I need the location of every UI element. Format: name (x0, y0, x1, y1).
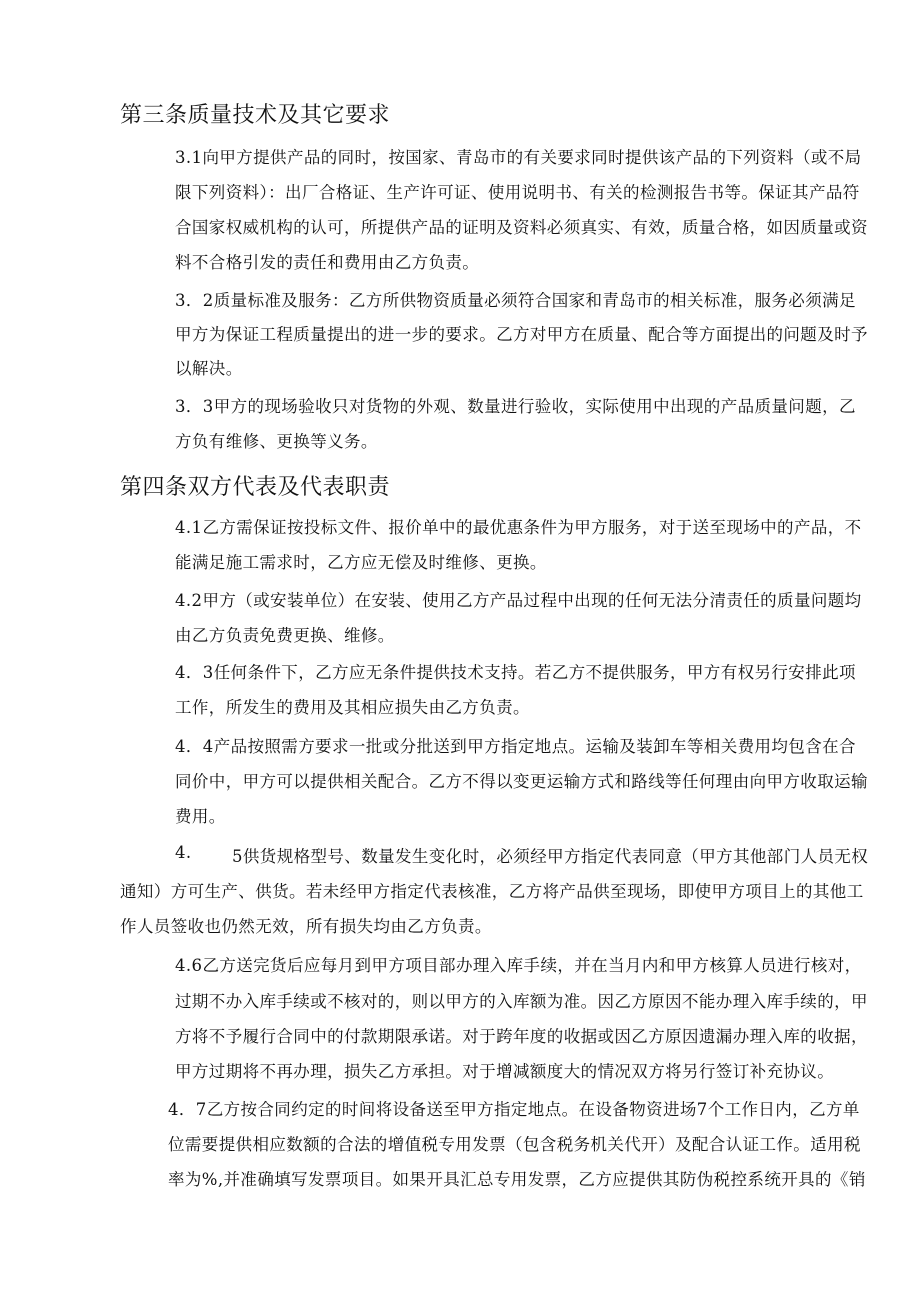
text-line: 4.1乙方需保证按投标文件、报价单中的最优惠条件为甲方服务，对于送至现场中的产品，不 (175, 518, 862, 537)
text-line: 工作，所发生的费用及其相应损失由乙方负责。 (175, 698, 530, 717)
text-line: 以解决。 (175, 359, 243, 378)
text-line: 方将不予履行合同中的付款期限承诺。对于跨年度的收据或因乙方原因遗漏办理入库的收据， (175, 1027, 868, 1046)
text-line: 合国家权威机构的认可，所提供产品的证明及资料必须真实、有效，质量合格，如因质量或资 (175, 218, 868, 237)
text-line: 甲方为保证工程质量提出的进一步的要求。乙方对甲方在质量、配合等方面提出的问题及时予 (175, 325, 868, 344)
text-line: 4.6乙方送完货后应每月到甲方项目部办理入库手续，并在当月内和甲方核算人员进行核对， (175, 956, 862, 975)
section-title-3: 第三条质量技术及其它要求 (120, 103, 391, 128)
text-line: 3.1向甲方提供产品的同时，按国家、青岛市的有关要求同时提供该产品的下列资料（或不局 (175, 148, 862, 167)
text-line: 费用。 (175, 807, 226, 826)
text-line: 方负有维修、更换等义务。 (175, 432, 378, 451)
text-line: 5供货规格型号、数量发生变化时，必须经甲方指定代表同意（甲方其他部门人员无权 (232, 847, 869, 866)
text-line: 料不合格引发的责任和费用由乙方负责。 (175, 253, 480, 272)
text-line: 由乙方负责免费更换、维修。 (175, 626, 395, 645)
text-line: 甲方过期将不再办理，损失乙方承担。对于增减额度大的情况双方将另行签订补充协议。 (175, 1062, 835, 1081)
text-line: 4．7乙方按合同约定的时间将设备送至甲方指定地点。在设备物资进场7个工作日内，乙方单 (168, 1100, 860, 1119)
text-line: 率为%,并准确填写发票项目。如果开具汇总专用发票，乙方应提供其防伪税控系统开具的《销 (168, 1170, 866, 1189)
text-line: 限下列资料）：出厂合格证、生产许可证、使用说明书、有关的检测报告书等。保证其产品符 (175, 183, 860, 202)
text-line: 过期不办入库手续或不核对的，则以甲方的入库额为准。因乙方原因不能办理入库手续的，甲 (175, 992, 868, 1011)
text-line: 通知）方可生产、供货。若未经甲方指定代表核准，乙方将产品供至现场，即使甲方项目上的其他工 (120, 882, 864, 901)
section-title-4: 第四条双方代表及代表职责 (120, 475, 391, 500)
text-line: 同价中，甲方可以提供相关配合。乙方不得以变更运输方式和路线等任何理由向甲方收取运输 (175, 772, 868, 791)
text-line: 4．4产品按照需方要求一批或分批送到甲方指定地点。运输及装卸车等相关费用均包含在合 (175, 737, 856, 756)
text-line: 4. (175, 843, 192, 862)
text-line: 作人员签收也仍然无效，所有损失均由乙方负责。 (120, 917, 492, 936)
text-line: 3．3甲方的现场验收只对货物的外观、数量进行验收，实际使用中出现的产品质量问题，乙 (175, 397, 856, 416)
text-line: 4.2甲方（或安装单位）在安装、使用乙方产品过程中出现的任何无法分清责任的质量问题均 (175, 591, 862, 610)
text-line: 能满足施工需求时，乙方应无偿及时维修、更换。 (175, 553, 547, 572)
text-line: 4．3任何条件下，乙方应无条件提供技术支持。若乙方不提供服务，甲方有权另行安排此项 (175, 663, 856, 682)
text-line: 3．2质量标准及服务：乙方所供物资质量必须符合国家和青岛市的相关标准，服务必须满足 (175, 291, 856, 310)
text-line: 位需要提供相应数额的合法的增值税专用发票（包含税务机关代开）及配合认证工作。适用税 (168, 1135, 861, 1154)
